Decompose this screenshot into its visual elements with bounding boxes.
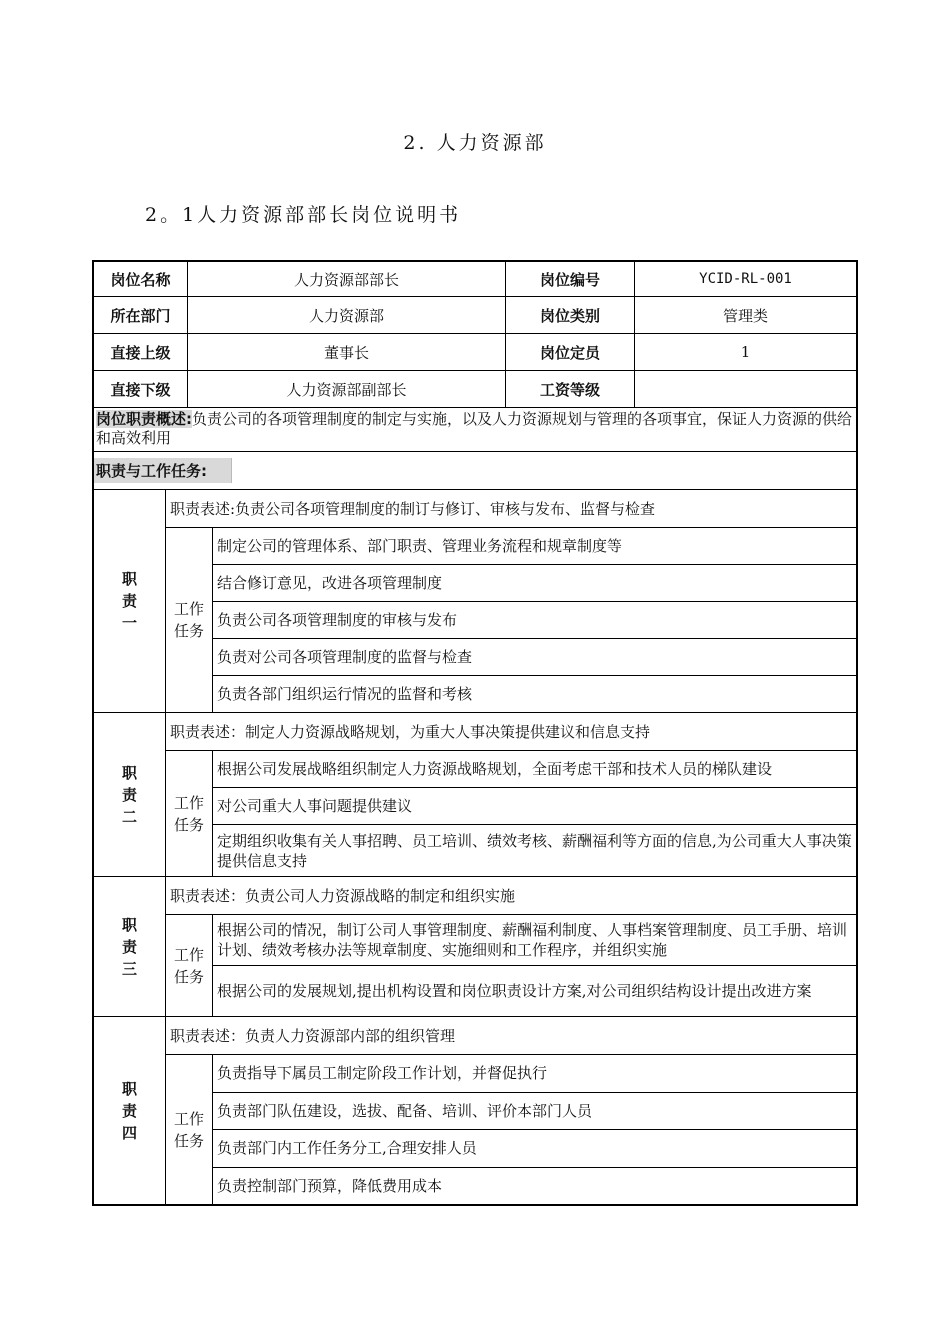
info-row [94,297,856,334]
field-value [634,371,856,407]
duty-summary [94,408,856,452]
task-item: 制定公司的管理体系、部门职责、管理业务流程和规章制度等 [213,528,856,565]
task-item: 负责控制部门预算，降低费用成本 [217,1176,443,1195]
field-label: 工资等级 [505,371,634,407]
duty-name: 职 责 一 [94,490,166,712]
field-value: 管理类 [634,297,856,333]
tasks-header-label: 职责与工作任务: [94,458,232,483]
job-description-table [92,260,858,1206]
info-row [94,371,856,408]
task-item: 负责公司各项管理制度的审核与发布 [213,602,856,639]
task-item: 负责部门队伍建设，选拔、配备、培训、评价本部门人员 [213,1093,856,1131]
info-row [94,334,856,371]
duty-section [94,490,856,713]
task-label: 工作 任务 [166,751,213,876]
field-label: 岗位类别 [505,297,634,333]
field-label: 直接上级 [110,343,171,362]
field-value: 人力资源部 [187,297,505,333]
field-value: 1 [634,334,856,370]
duty-description: 职责表述：负责公司人力资源战略的制定和组织实施 [166,877,856,915]
task-label: 工作 任务 [166,1055,213,1204]
task-item: 对公司重大人事问题提供建议 [213,788,856,825]
document-title: 2。1人力资源部部长岗位说明书 [145,204,462,226]
task-item: 负责对公司各项管理制度的监督与检查 [213,639,856,676]
task-item: 负责部门内工作任务分工,合理安排人员 [213,1130,856,1168]
task-item: 结合修订意见，改进各项管理制度 [213,565,856,602]
duty-section [94,1017,856,1204]
duty-name: 职 责 四 [94,1017,166,1204]
task-label: 工作 任务 [166,528,213,712]
duty-name: 职 责 三 [94,877,166,1016]
task-item: 根据公司发展战略组织制定人力资源战略规划，全面考虑干部和技术人员的梯队建设 [213,751,856,788]
field-value: 人力资源部部长 [187,262,505,296]
section-heading: 2. 人力资源部 [403,132,547,154]
field-label: 直接下级 [110,380,171,399]
field-label: 岗位名称 [110,270,171,289]
field-value: 董事长 [187,334,505,370]
summary-label: 岗位职责概述: [96,410,192,428]
duty-section [94,713,856,877]
info-row [94,260,856,297]
task-item: 定期组织收集有关人事招聘、员工培训、绩效考核、薪酬福利等方面的信息,为公司重大人事决策提供信息支持 [217,831,852,870]
task-item: 根据公司的发展规划,提出机构设置和岗位职责设计方案,对公司组织结构设计提出改进方案 [217,982,812,1000]
duty-description: 职责表述:负责公司各项管理制度的制订与修订、审核与发布、监督与检查 [166,490,856,528]
tasks-header [94,452,856,490]
field-value: YCID-RL-001 [634,262,856,296]
duty-description: 职责表述：制定人力资源战略规划，为重大人事决策提供建议和信息支持 [166,713,856,751]
field-label: 岗位定员 [505,334,634,370]
duty-description: 职责表述：负责人力资源部内部的组织管理 [166,1017,856,1055]
field-label: 岗位编号 [505,262,634,296]
task-item: 根据公司的情况，制订公司人事管理制度、薪酬福利制度、人事档案管理制度、员工手册、培训计划、绩效考核办法等规章制度、实施细则和工作程序，并组织实施 [213,915,856,966]
task-item: 负责各部门组织运行情况的监督和考核 [217,685,473,703]
duty-name: 职 责 二 [94,713,166,876]
field-value: 人力资源部副部长 [187,371,505,407]
task-item: 负责指导下属员工制定阶段工作计划，并督促执行 [213,1055,856,1093]
task-label: 工作 任务 [166,915,213,1016]
summary-text: 负责公司的各项管理制度的制定与实施，以及人力资源规划与管理的各项事宜，保证人力资源的供给和高效利用 [96,410,853,447]
duty-section [94,877,856,1017]
field-label: 所在部门 [110,306,171,325]
